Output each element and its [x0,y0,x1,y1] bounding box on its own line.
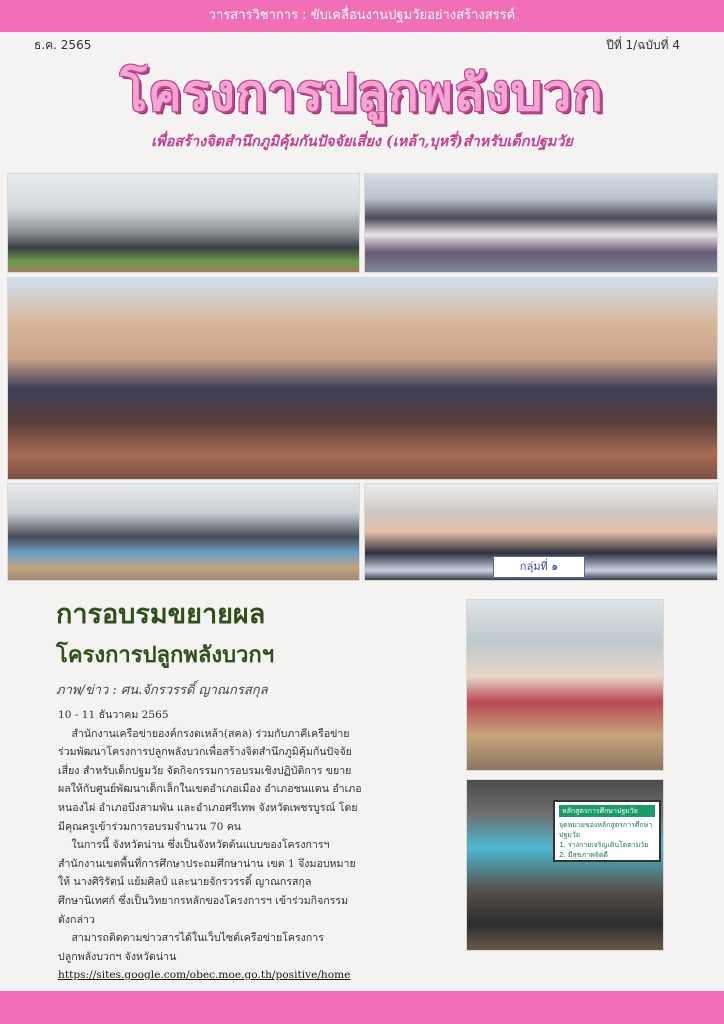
main-subtitle: เพื่อสร้างจิตสำนึกภูมิคุ้มกันปัจจัยเสี่ยง (เหล้า,บุหรี่)สำหรับเด็กปฐมวัย [151,133,573,150]
journal-header-bar [0,0,724,32]
presentation-screen [553,800,661,862]
paragraph-line: สำนักงานเขตพื้นที่การศึกษาประถมศึกษาน่าน เขต 1 จึงมอบหมาย [58,857,356,870]
screen-line: จุดหมายของหลักสูตรการศึกษาปฐมวัย [559,821,653,839]
paragraph-line: ให้ นางศิริรัตน์ แย้มศิลป์ และนายจักรวรรดิ์ ญาณกรสกุล [58,876,312,889]
screen-line [559,860,655,862]
paragraph-line: ในการนี้ จังหวัดน่าน ซึ่งเป็นจังหวัดต้นแบบของโครงการฯ [58,839,330,852]
paragraph-line: ศึกษานิเทศก์ ซึ่งเป็นวิทยากรหลักของโครงการฯ เข้าร่วมกิจกรรม [58,894,349,907]
photo-workshop-tables [7,483,360,581]
paragraph-line: ปลูกพลังบวกฯ จังหวัดน่าน [58,950,177,963]
photo-group-certificates [364,173,718,273]
paragraph-line: เสี่ยง สำหรับเด็กปฐมวัย จัดกิจกรรมการอบรมเชิงปฏิบัติการ ขยาย [58,764,352,777]
article-title-line-2: โครงการปลูกพลังบวกฯ [56,643,275,668]
photo-group-sign [364,483,718,581]
photo-speaker-microphone [466,599,664,771]
paragraph-line: สำนักงานเครือข่ายองค์กรงดเหล้า(สคล) ร่วมกับภาคีเครือข่าย [58,727,350,740]
paragraph-line: ร่วมพัฒนาโครงการปลูกพลังบวกเพื่อสร้างจิตสำนึกภูมิคุ้มกันปัจจัย [58,746,352,759]
screen-line: 1. ร่างกายเจริญเติบโตตามวัย [559,841,649,849]
journal-name: วารสารวิชาการ : ขับเคลื่อนงานปฐมวัยอย่างสร้างสรรค์ [208,8,516,23]
group-sign: กลุ่มที่ ๑ [493,556,585,578]
article-body [58,706,458,985]
main-title: โครงการปลูกพลังบวก [120,64,604,122]
paragraph-line: สามารถติดตามข่าวสารได้ในเว็บไซต์เครือข่ายโครงการ [58,932,324,945]
paragraph-line: ดังกล่าว [58,913,95,926]
issue-date: ธ.ค. 2565 [34,38,92,52]
footer-bar [0,991,724,1024]
article-date: 10 - 11 ธันวาคม 2565 [58,709,169,721]
article-title-line-1: การอบรมขยายผล [56,599,266,630]
screen-line: 2. มีสุขภาพจิตดี [559,851,608,859]
article-credit: ภาพ/ข่าว : ศน.จักรวรรดิ์ ญาณกรสกุล [56,683,268,698]
issue-number: ปีที่ 1/ฉบับที่ 4 [606,38,680,52]
photo-group-stairs [7,277,718,480]
paragraph-line: หนองไผ่ อำเภอบึงสามพัน และอำเภอศรีเทพ จังหวัดเพชรบูรณ์ โดย [58,801,358,814]
photo-training-room [7,173,360,273]
website-link[interactable]: https://sites.google.com/obec.moe.go.th/positive/home [58,969,351,982]
screen-heading: หลักสูตรการศึกษาปฐมวัย [559,805,655,817]
photo-speaker-screen [466,779,664,951]
paragraph-line: ผลให้กับศูนย์พัฒนาเด็กเล็กในเขตอำเภอเมือง อำเภอชนแดน อำเภอ [58,783,362,796]
paragraph-line: มีคุณครูเข้าร่วมการอบรมจำนวน 70 คน [58,820,242,833]
